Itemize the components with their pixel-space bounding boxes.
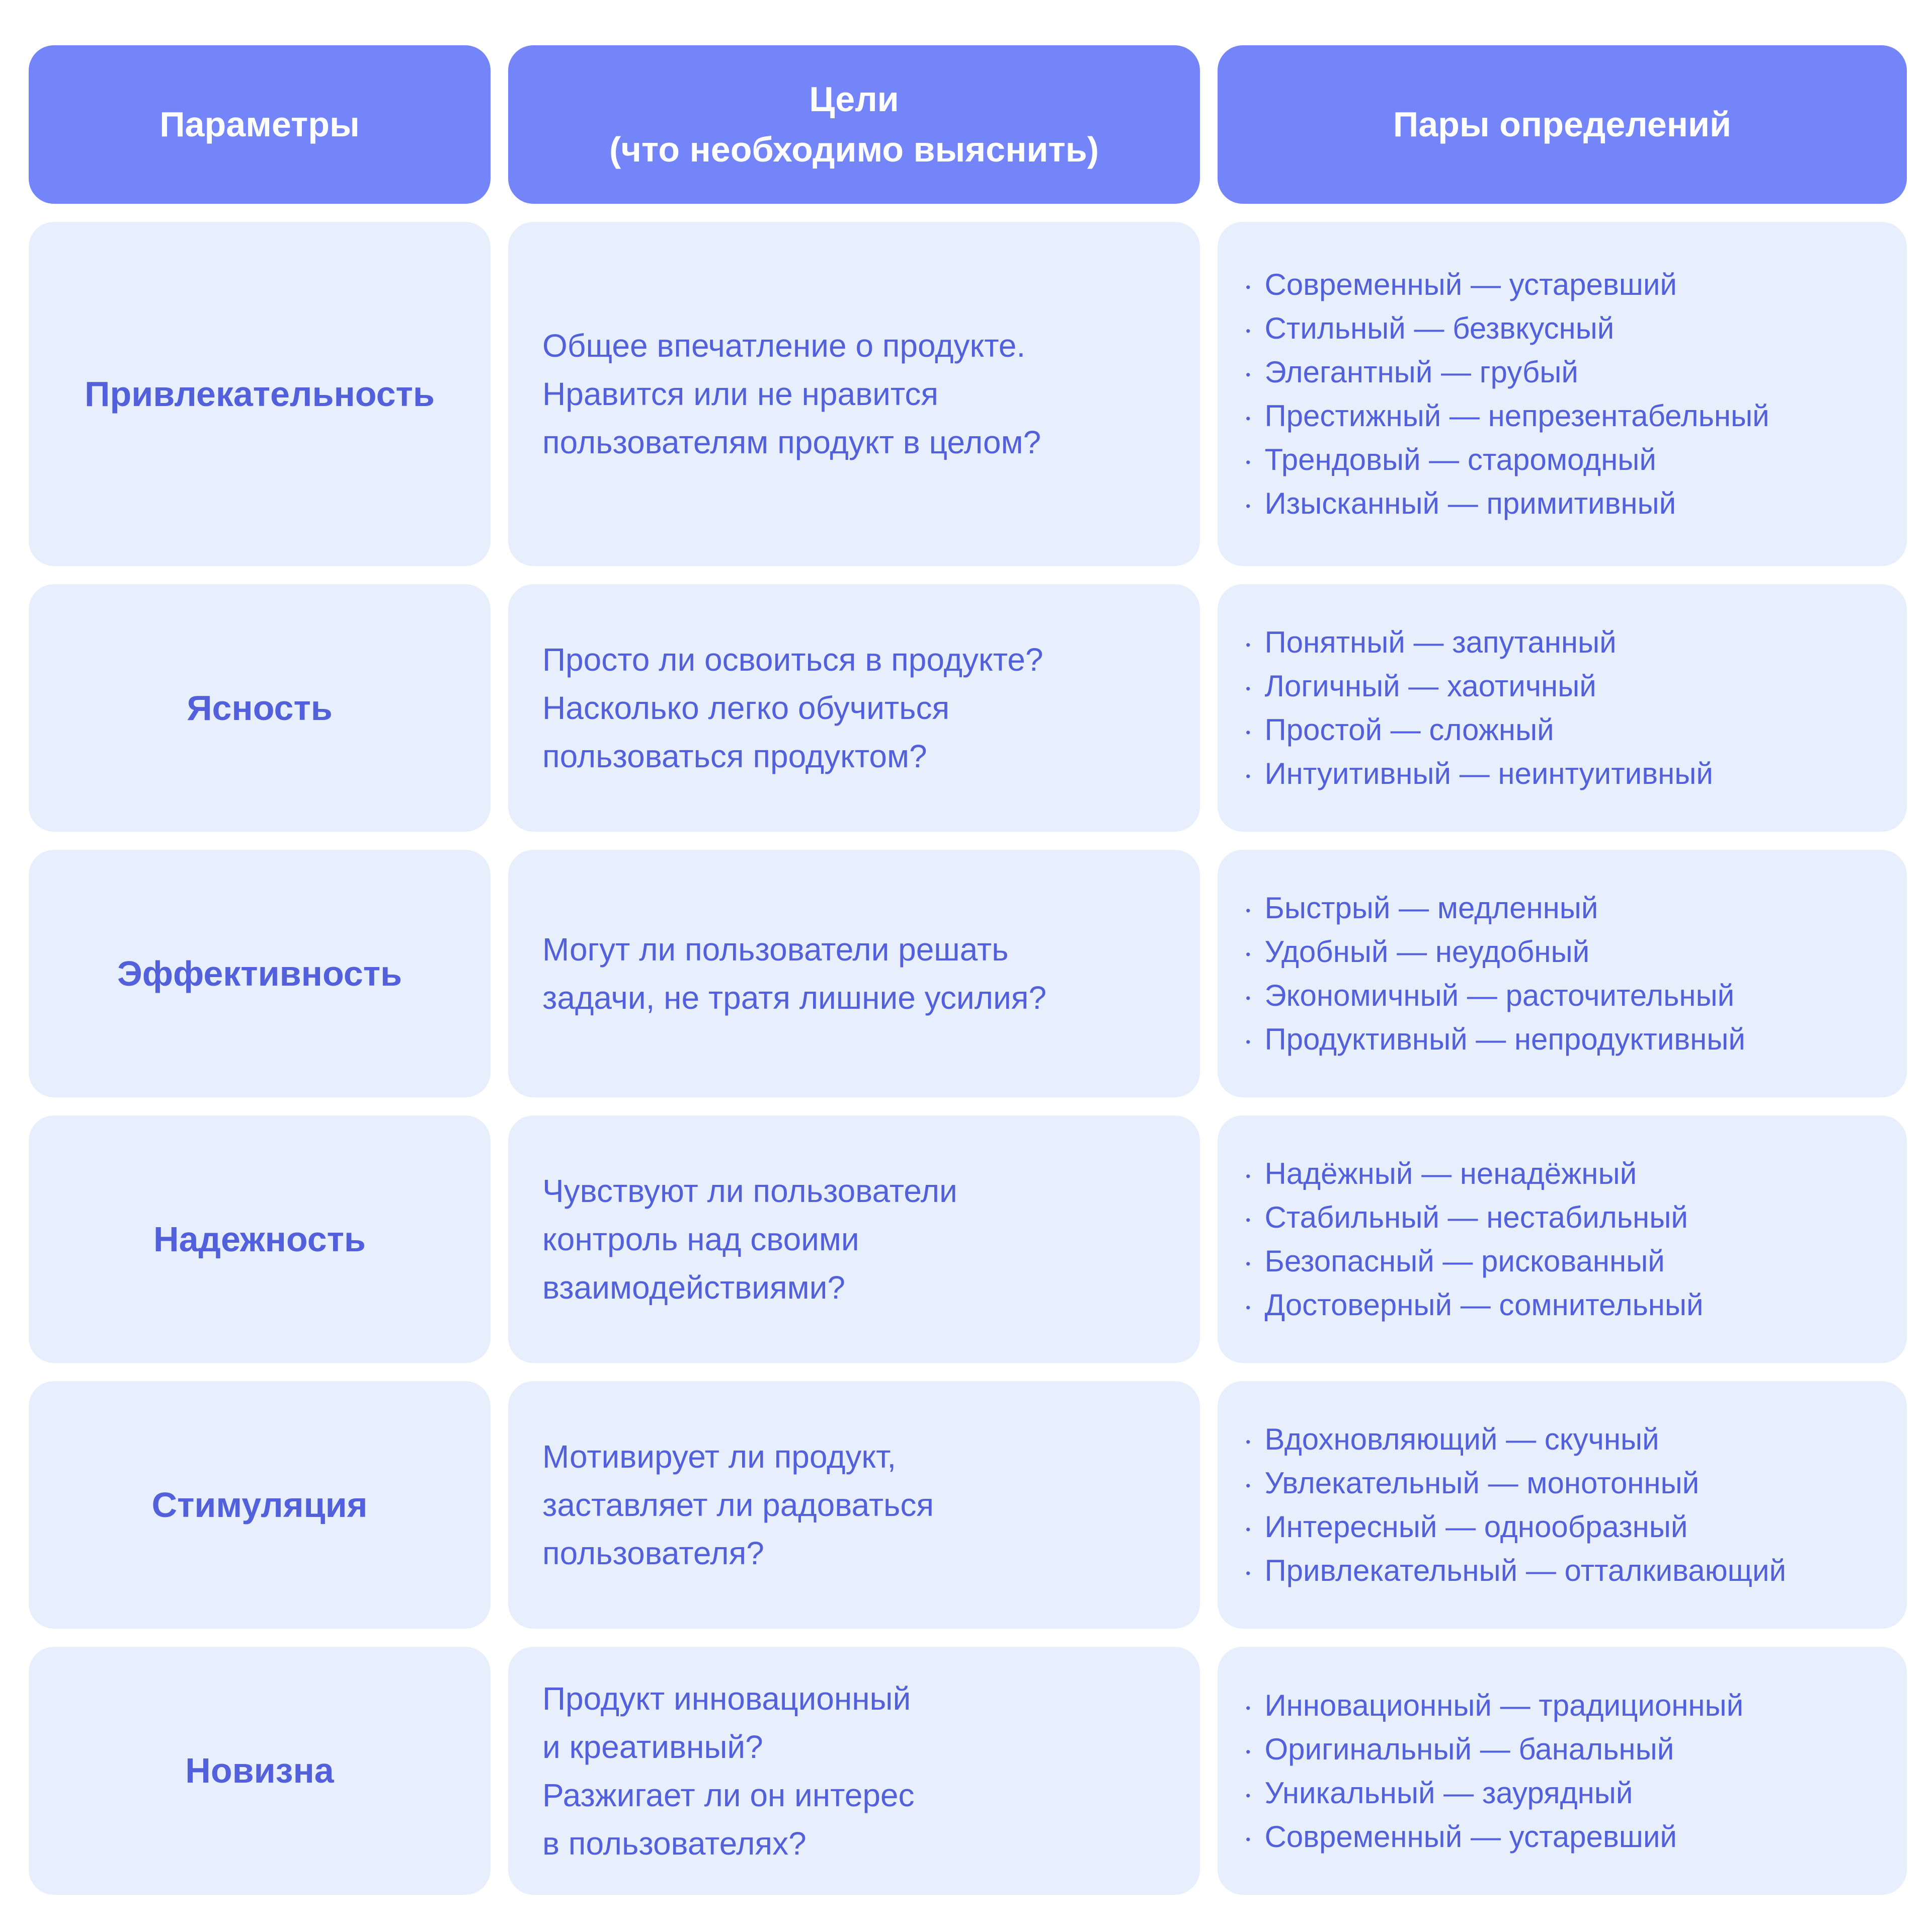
goal-text-line: Нравится или не нравится [542,376,939,412]
definition-pair-item [1246,1239,1704,1283]
definition-pair-text: Трендовый — старомодный [1264,443,1656,476]
parameter-label: Стимуляция [151,1485,368,1525]
pairs-cell [1218,584,1907,832]
definition-pair-text: Инновационный — традиционный [1264,1688,1744,1722]
definition-pair-item [1246,752,1713,795]
header-parameters [29,45,491,204]
header-label-line: Параметры [159,104,360,144]
pairs-list [1246,620,1713,795]
goal-text-line: в пользователях? [542,1825,807,1862]
goal-cell [508,222,1200,566]
goal-text-line: Общее впечатление о продукте. [542,328,1026,364]
definition-pair-text: Удобный — неудобный [1264,935,1590,969]
pairs-cell [1218,1647,1907,1895]
bullet-icon: • [1246,1744,1251,1759]
bullet-icon: • [1246,947,1251,963]
goal-text-line: Мотивирует ли продукт, [542,1438,897,1475]
bullet-icon: • [1246,1169,1251,1184]
definition-pair-item [1246,350,1769,394]
definition-pair-text: Стабильный — нестабильный [1264,1200,1688,1234]
definition-pair-item [1246,1152,1704,1195]
goal-text-line: взаимодействиями? [542,1269,845,1306]
parameter-cell [29,1647,491,1895]
definition-pair-item [1246,438,1769,482]
goal-text-line: Могут ли пользователи решать [542,931,1009,968]
pairs-cell [1218,850,1907,1097]
definition-pair-item [1246,886,1745,930]
bullet-icon: • [1246,1213,1251,1228]
pairs-list [1246,1417,1786,1592]
parameter-label: Привлекательность [85,374,435,414]
goal-text-line: и креативный? [542,1728,763,1765]
definition-pair-text: Интуитивный — неинтуитивный [1264,757,1713,790]
definition-pair-item [1246,1461,1786,1505]
goal-text-line: Продукт инновационный [542,1680,911,1717]
parameter-cell [29,1381,491,1629]
definition-pair-text: Элегантный — грубый [1264,355,1578,389]
definition-pair-text: Быстрый — медленный [1264,891,1598,925]
definition-pair-text: Интересный — однообразный [1264,1510,1688,1544]
definition-pair-item [1246,708,1713,752]
definition-pair-item [1246,930,1745,974]
goal-text-line: задачи, не тратя лишние усилия? [542,980,1046,1016]
bullet-icon: • [1246,367,1251,383]
bullet-icon: • [1246,769,1251,784]
definition-pair-item [1246,620,1713,664]
definition-pair-item [1246,1283,1704,1327]
definition-pair-text: Достоверный — сомнительный [1264,1288,1704,1322]
bullet-icon: • [1246,411,1251,427]
bullet-icon: • [1246,903,1251,919]
bullet-icon: • [1246,1434,1251,1450]
bullet-icon: • [1246,1831,1251,1847]
definition-pair-text: Престижный — непрезентабельный [1264,399,1769,433]
definition-pair-text: Привлекательный — отталкивающий [1264,1554,1786,1587]
definition-pair-item [1246,1417,1786,1461]
definition-pair-text: Вдохновляющий — скучный [1264,1422,1659,1456]
goal-text [542,322,1041,466]
goal-text-line: контроль над своими [542,1221,859,1257]
bullet-icon: • [1246,1034,1251,1050]
definition-pair-item [1246,1771,1743,1815]
definition-pair-item [1246,1815,1743,1859]
bullet-icon: • [1246,1478,1251,1494]
pairs-cell [1218,1381,1907,1629]
definition-pair-item [1246,1017,1745,1061]
definition-pair-text: Стильный — безвкусный [1264,311,1615,345]
definition-pair-item [1246,1505,1786,1549]
definition-pair-item [1246,394,1769,438]
parameter-cell [29,1115,491,1363]
bullet-icon: • [1246,1300,1251,1316]
header-goals [508,45,1200,204]
pairs-list [1246,263,1769,525]
goal-text-line: Разжигает ли он интерес [542,1777,915,1813]
pairs-cell [1218,222,1907,566]
definition-pair-item [1246,1195,1704,1239]
definition-pair-item [1246,263,1769,306]
header-definition-pairs [1218,45,1907,204]
parameter-label: Надежность [153,1219,366,1259]
definition-pair-item [1246,306,1769,350]
goal-cell [508,1381,1200,1629]
definition-pair-text: Современный — устаревший [1264,1819,1677,1854]
goal-text [542,635,1043,780]
goal-text [542,1432,934,1577]
parameter-cell [29,222,491,566]
definition-pair-text: Экономичный — расточительный [1264,979,1735,1012]
bullet-icon: • [1246,991,1251,1006]
definition-pair-text: Безопасный — рискованный [1264,1244,1665,1278]
bullet-icon: • [1246,1256,1251,1272]
bullet-icon: • [1246,637,1251,653]
goal-cell [508,1647,1200,1895]
pairs-list [1246,886,1745,1061]
bullet-icon: • [1246,324,1251,339]
definition-pair-text: Изысканный — примитивный [1264,487,1676,520]
goal-text-line: Насколько легко обучиться [542,690,950,726]
definition-pair-item [1246,1684,1743,1727]
parameter-cell [29,850,491,1097]
goal-text [542,1167,957,1312]
bullet-icon: • [1246,280,1251,295]
definition-pair-text: Уникальный — заурядный [1264,1776,1633,1810]
goal-text-line: заставляет ли радоваться [542,1487,934,1523]
bullet-icon: • [1246,455,1251,470]
parameter-label: Эффективность [117,953,403,993]
bullet-icon: • [1246,725,1251,741]
definition-pair-item [1246,1727,1743,1771]
bullet-icon: • [1246,499,1251,514]
definition-pair-text: Увлекательный — монотонный [1264,1466,1700,1500]
definition-pair-text: Продуктивный — непродуктивный [1264,1022,1745,1056]
goal-text [542,1674,915,1868]
goal-cell [508,850,1200,1097]
bullet-icon: • [1246,1788,1251,1803]
bullet-icon: • [1246,1522,1251,1538]
definition-pair-text: Оригинальный — банальный [1264,1732,1674,1766]
bullet-icon: • [1246,1566,1251,1581]
definition-pair-item [1246,482,1769,525]
goal-cell [508,1115,1200,1363]
parameter-label: Новизна [185,1751,334,1790]
parameter-cell [29,584,491,832]
bullet-icon: • [1246,1700,1251,1716]
definition-pair-text: Понятный — запутанный [1264,625,1617,659]
pairs-cell [1218,1115,1907,1363]
bullet-icon: • [1246,681,1251,697]
goal-cell [508,584,1200,832]
pairs-list [1246,1152,1704,1327]
definition-pair-item [1246,664,1713,708]
definition-pair-text: Логичный — хаотичный [1264,669,1596,703]
ueq-parameters-table [29,45,1907,1895]
parameter-label: Ясность [187,688,333,728]
goal-text [542,925,1046,1022]
definition-pair-text: Простой — сложный [1264,713,1554,747]
goal-text-line: пользоваться продуктом? [542,738,927,774]
pairs-list [1246,1684,1743,1859]
header-label-line: Пары определений [1393,104,1732,144]
definition-pair-item [1246,1549,1786,1592]
goal-text-line: Просто ли освоиться в продукте? [542,642,1043,678]
header-label-line: Цели [809,79,899,119]
goal-text-line: пользователям продукт в целом? [542,424,1041,460]
definition-pair-text: Современный — устаревший [1264,268,1677,301]
definition-pair-item [1246,974,1745,1017]
goal-text-line: Чувствуют ли пользователи [542,1173,957,1209]
definition-pair-text: Надёжный — ненадёжный [1264,1157,1637,1190]
goal-text-line: пользователя? [542,1535,764,1571]
header-label-line: (что необходимо выяснить) [609,129,1099,169]
